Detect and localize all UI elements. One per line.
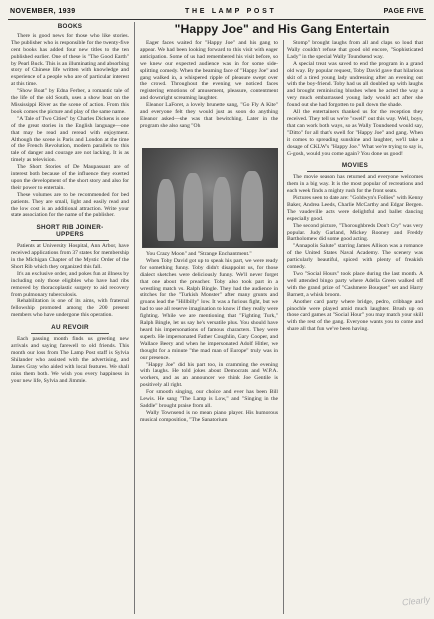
movies-paragraph: Another card party where bridge, pedro, cribbage and pinochle were played amid much laughter. Brush up on those card games at "Social Hour" you may match your skill with the rest of the gang. Everyone wants you to come and share all that fun we've been having. (287, 298, 423, 333)
column-divider (283, 40, 284, 614)
books-paragraph: These volumes are to be recommended for bed patients. They are small, light and easily read and the low cost is an additional attraction. Write your state association for the name of the publisher. (11, 191, 129, 219)
movies-paragraph: "Annapolis Salute" starring James Allison was a romance of the United States Naval Academy. The scenery was particularly beautiful, spiced with plenty of freakish comedy. (287, 243, 423, 271)
aurevoir-heading: AU REVOIR (31, 325, 109, 334)
feature-paragraph: All the entertainers thanked us for the reception they received. They tell us we're "swell" out this way. Well, boys, that can work both ways, so as Wally Toundsend would say, "Ditto" for all that's swell for "Happy Joe" and gang. When it comes to spreading sunshine and laughter, we'll take a dosage of CKLW's "Happy Joe." What we're trying to say is, G-gosh, would you come again? You done us good! (287, 109, 423, 157)
feature-paragraph: A special treat was saved to end the program in a grand old way. By popular request, Toby David gave that hilarious skit of a tired young lady undressing after an evening out with the boy-friend. Toby had us all doubled up with laughs and brought reminiscing blushes when he acted the way a very much embarrassed young lady would act after she found out she had forgotten to pull down the shade. (287, 60, 423, 109)
feature-paragraph: When Toby David got up to speak his part, we were ready for something funny. Toby didn't disappoint us, for those dialect sketches were deliciously funny. We'll never forget that one about the preacher. Toby also took part in a wrestling match vs. Ralph Bingle. They had the audience in stitches for the "Turkish Monster" after many grunts and groans lead the "Hillbilly" low. It was a furious fight, but we had to use all reserve imagination to know if they really were fighting. While we are mentioning that "Fighting Turk," Ralph Bingle, let us say he's versatile plus. You should have heard his impersonations of famous characters. They were superb. He impersonated Father Coughlin, Gary Cooper, and Wallace Beery and when he impersonated Adolf Hitler, we thought for a minute "the mad man of Europe" truly was in our presence. (140, 257, 278, 361)
column-middle-top (140, 40, 278, 148)
books-paragraph: The Short Stories of De Maupassant are of interest both because of the influence they exerted upon the development of the short story and also for their power to entertain. (11, 164, 129, 191)
page-number: PAGE FIVE (383, 7, 424, 15)
books-heading: BOOKS (57, 23, 83, 30)
issue-date: NOVEMBER, 1939 (10, 7, 76, 15)
header-rule (8, 19, 426, 20)
movies-paragraph: The movie season has returned and everyone welcomes them in a big way. It is the most popular of recreations and each week finds a mighty rush for the front seats. (287, 174, 423, 195)
publication-name: T H E L A M P P O S T (184, 7, 275, 15)
shortrib-paragraph: Patients at University Hospital, Ann Arbor, have received applications from 37 states for membership in the Michigan Chapter of the Mystic Order of the Short Rib which they organized this fall. (11, 243, 129, 270)
movies-paragraph: Pictures seen to date are: "Goldwyn's Follies" with Kenny Baker, Andrea Leeds, Charlie McCarthy and Edgar Bergen. The vaudeville acts were delightful and ballet dancing especially good. (287, 195, 423, 222)
movies-paragraph: Two "Social Hours" took place during the last month. A well attended bingo party where Adella Green walked off with the grand prize of "Cashmere Bouquet" set and Harry Barnett, a whisk broom. (287, 271, 423, 298)
shortrib-paragraph: It's an exclusive order, and pokes fun at illness by including only those eligibles who have had ribs removed by thoracoplastic surgery to aid recovery from pulmonary tuberculosis. (11, 270, 129, 298)
feature-paragraph: Eager faces waited for "Happy Joe" and his gang to appear. We had been looking forward to this visit with eager anticipation. Some of us had remembered his visit before, so we knew our expected audience was in for some side-splitting comedy. When the beaming face of "Happy Joe" and gang walked in, a whispered ripple of pleasure swept over the crowd. Throughout the evening we noticed faces registering emotions of amusement, pleasure, contentment and downright screaming laughter. (140, 40, 278, 102)
photo-caption: You Crazy Moon" and "Strange Enchantment." (146, 251, 252, 257)
feature-paragraph: Wally Townsend is no mean piano player. His humorous musical composition, "The Sanatorium (140, 409, 278, 423)
books-paragraph: "Show Boat" by Edna Ferber, a romantic tale of the life of the old South, uses a show boat on the Mississippi River as the scene of action. From this book comes the picture and play of the same name. (11, 88, 129, 115)
feature-paragraph: For smooth singing, our choice and ever has been Bill Lewis. He sang "The Lamp is Low," and "Singing in the Saddle" brought praise from all. (140, 389, 278, 409)
aurevoir-paragraph: Each passing month finds us greeting new arrivals and saying farewell to old friends. This month our loss from The Lamp Post staff is Sylvia Shilander who assisted with the advertising, and James Gray who aided with local features. We shall miss them both. We wish you every happiness in your new life, Sylvia and Jimmie. (11, 336, 129, 384)
movies-heading: MOVIES (307, 163, 403, 172)
column-divider (134, 22, 135, 614)
shortrib-heading: SHORT RIB JOINER-UPPERS (31, 225, 109, 241)
feature-paragraph: Stomp" brought laughs from all and claps so loud that Wally couldn't refuse that good old encore, "Sophisticated Lady" in the special Wally Toundsend way. (287, 40, 423, 60)
watermark-stamp: Clearly (401, 594, 431, 608)
column-middle-bottom (140, 249, 278, 615)
books-paragraph: "A Tale of Two Cities" by Charles Dickens is one of the great stories in the English language—one that may be read and reread with enjoyment. Although the scene is Paris and London at the time of the French Revolution, modern parallels to this tale of danger and courage are not lacking. It is as timely as television. (11, 115, 129, 164)
entertainers-photo (142, 148, 278, 248)
page-header (10, 5, 424, 17)
feature-paragraph: Eleanor LaForet, a lovely brunette sang, "Go Fly A Kite" and everyone felt they would just as soon do anything Eleanor asked—she was that bewitching. Later in the program she also sang "Oh (140, 102, 278, 129)
feature-paragraph: "Happy Joe" did his part too, in cramming the evening with laughs. He told jokes about Democrats and W.P.A. workers, and as an announcer we think Joe Gentile is positively all right. (140, 361, 278, 389)
column-right (287, 40, 423, 615)
books-paragraph: There is good news for those who like stories. The publisher who is responsible for the twenty-five cent books has added four new titles to the ten published earlier. One of these is "The Good Earth" by Pearl Buck. This is an illuminating and absorbing story of Chinese life written with knowledge and experience of a people who are of particular interest at this time. (11, 32, 129, 88)
movies-paragraph: The second picture, "Thoroughbreds Don't Cry" was very popular. Judy Garland, Mickey Rooney and Freddy Bartholomew did some good acting. (287, 222, 423, 243)
shortrib-paragraph: Rehabilitation is one of its aims, with fraternal fellowship promoted among the 200 present members who have undergone this operation. (11, 298, 129, 319)
feature-title: "Happy Joe" and His Gang Entertain (174, 22, 390, 36)
column-left (11, 22, 129, 614)
